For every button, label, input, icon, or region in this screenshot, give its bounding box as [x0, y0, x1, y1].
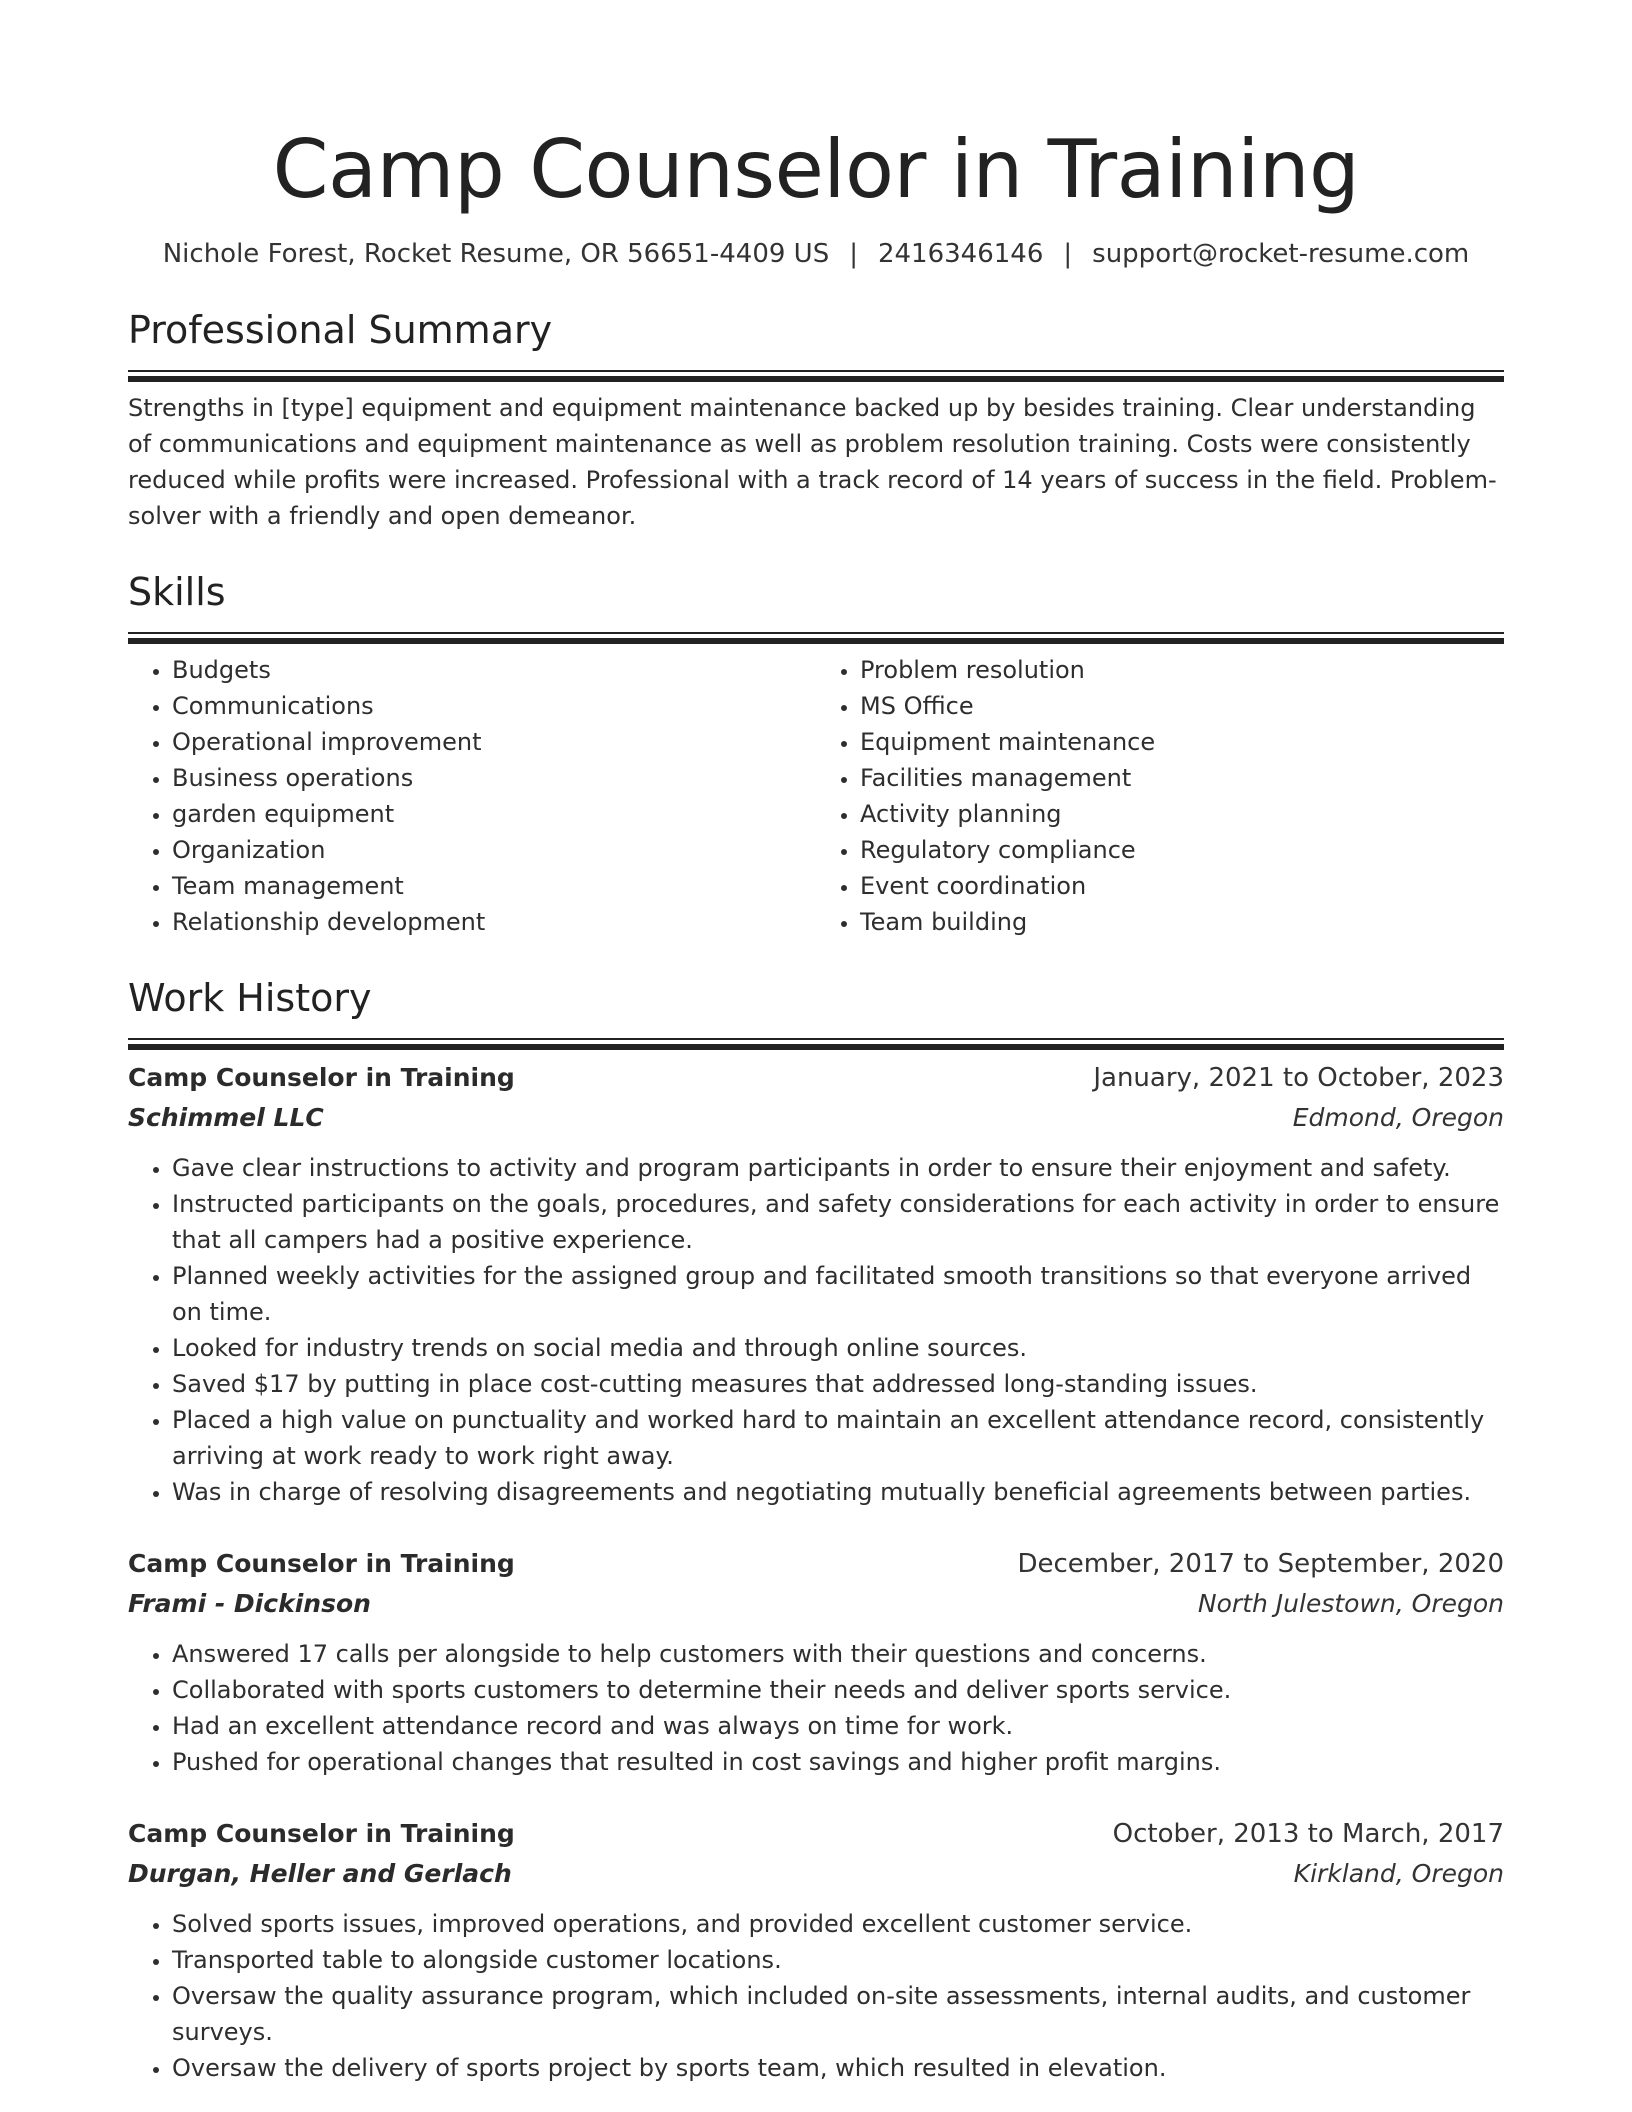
- contact-separator: |: [849, 239, 858, 269]
- job-bullet: • Was in charge of resolving disagreements and negotiating mutually beneficial agreements between parties.: [172, 1474, 1504, 1510]
- job-location: Edmond, Oregon: [1292, 1103, 1504, 1132]
- job-location: Kirkland, Oregon: [1293, 1859, 1504, 1888]
- skill-item: • Budgets: [172, 652, 816, 688]
- summary-section: [128, 306, 1504, 534]
- job-bullet: • Instructed participants on the goals, procedures, and safety considerations for each activity in order to ensure that all campers had a positive experience.: [172, 1186, 1504, 1258]
- job-bullet: • Pushed for operational changes that resulted in cost savings and higher profit margins.: [172, 1744, 1504, 1780]
- skill-item: • Communications: [172, 688, 816, 724]
- job-title: Camp Counselor in Training: [128, 1819, 515, 1848]
- job-bullet: • Gave clear instructions to activity and program participants in order to ensure their enjoyment and safety.: [172, 1150, 1504, 1186]
- summary-text: Strengths in [type] equipment and equipment maintenance backed up by besides training. Clear understanding of communications and equipment maintenance as well as problem resolution training. Costs were consistently reduced while profits were increased. Professional with a track record of 14 years of success in the field. Problem-solver with a friendly and open demeanor.: [128, 394, 1497, 530]
- job-bullet: • Answered 17 calls per alongside to help customers with their questions and concerns.: [172, 1636, 1504, 1672]
- job-company: Frami - Dickinson: [128, 1589, 371, 1618]
- job-bullet: • Had an excellent attendance record and was always on time for work.: [172, 1708, 1504, 1744]
- section-divider: [128, 370, 1504, 372]
- job-dates: October, 2013 to March, 2017: [1112, 1819, 1504, 1849]
- job-bullet: • Solved sports issues, improved operations, and provided excellent customer service.: [172, 1906, 1504, 1942]
- skill-item: • garden equipment: [172, 796, 816, 832]
- resume-page: [128, 0, 1504, 2086]
- job-bullet: • Placed a high value on punctuality and worked hard to maintain an excellent attendance record, consistently arriving at work ready to work right away.: [172, 1402, 1504, 1474]
- contact-separator: |: [1063, 239, 1073, 269]
- resume-title: Camp Counselor in Training: [272, 123, 1360, 216]
- skills-columns: [128, 652, 1504, 940]
- job-entry: [128, 1544, 1504, 1780]
- job-bullet: • Looked for industry trends on social media and through online sources.: [172, 1330, 1504, 1366]
- job-bullet: • Saved $17 by putting in place cost-cutting measures that addressed long-standing issues.: [172, 1366, 1504, 1402]
- skill-item: • Organization: [172, 832, 816, 868]
- skill-item: • Team management: [172, 868, 816, 904]
- skill-item: • Relationship development: [172, 904, 816, 940]
- job-title: Camp Counselor in Training: [128, 1063, 515, 1092]
- job-bullet: • Oversaw the delivery of sports project by sports team, which resulted in elevation.: [172, 2050, 1504, 2086]
- job-bullets: [128, 1150, 1504, 1510]
- summary-heading: Professional Summary: [128, 308, 553, 352]
- skills-left-list: [128, 652, 816, 940]
- contact-email: support@rocket-resume.com: [1092, 239, 1470, 269]
- contact-address: Nichole Forest, Rocket Resume, OR 56651-4409 US: [162, 239, 830, 269]
- skill-item: • Team building: [860, 904, 1504, 940]
- job-title: Camp Counselor in Training: [128, 1549, 515, 1578]
- job-bullet: • Oversaw the quality assurance program, which included on-site assessments, internal audits, and customer surveys.: [172, 1978, 1504, 2050]
- skill-item: • Activity planning: [860, 796, 1504, 832]
- job-bullets: [128, 1636, 1504, 1780]
- skills-heading: Skills: [128, 570, 226, 614]
- job-entry: [128, 1058, 1504, 1510]
- skills-section: [128, 568, 1504, 940]
- skill-item: • Business operations: [172, 760, 816, 796]
- job-dates: January, 2021 to October, 2023: [1093, 1063, 1504, 1093]
- job-entry: [128, 1814, 1504, 2086]
- job-bullet: • Planned weekly activities for the assigned group and facilitated smooth transitions so that everyone arrived on time.: [172, 1258, 1504, 1330]
- skill-item: • Event coordination: [860, 868, 1504, 904]
- job-company: Durgan, Heller and Gerlach: [128, 1859, 512, 1888]
- section-divider: [128, 632, 1504, 634]
- contact-line: [128, 236, 1504, 272]
- job-company: Schimmel LLC: [128, 1103, 324, 1132]
- skill-item: • Regulatory compliance: [860, 832, 1504, 868]
- skill-item: • Facilities management: [860, 760, 1504, 796]
- job-bullets: [128, 1906, 1504, 2086]
- job-location: North Julestown, Oregon: [1197, 1589, 1504, 1618]
- skill-item: • MS Office: [860, 688, 1504, 724]
- section-divider: [128, 1038, 1504, 1040]
- contact-phone: 2416346146: [877, 239, 1044, 269]
- job-dates: December, 2017 to September, 2020: [1017, 1549, 1504, 1579]
- job-bullet: • Collaborated with sports customers to determine their needs and deliver sports service.: [172, 1672, 1504, 1708]
- skills-right-list: [816, 652, 1504, 940]
- job-bullet: • Transported table to alongside customer locations.: [172, 1942, 1504, 1978]
- skill-item: • Operational improvement: [172, 724, 816, 760]
- skill-item: • Problem resolution: [860, 652, 1504, 688]
- skill-item: • Equipment maintenance: [860, 724, 1504, 760]
- work-history-heading: Work History: [128, 976, 372, 1020]
- work-history-section: [128, 974, 1504, 2086]
